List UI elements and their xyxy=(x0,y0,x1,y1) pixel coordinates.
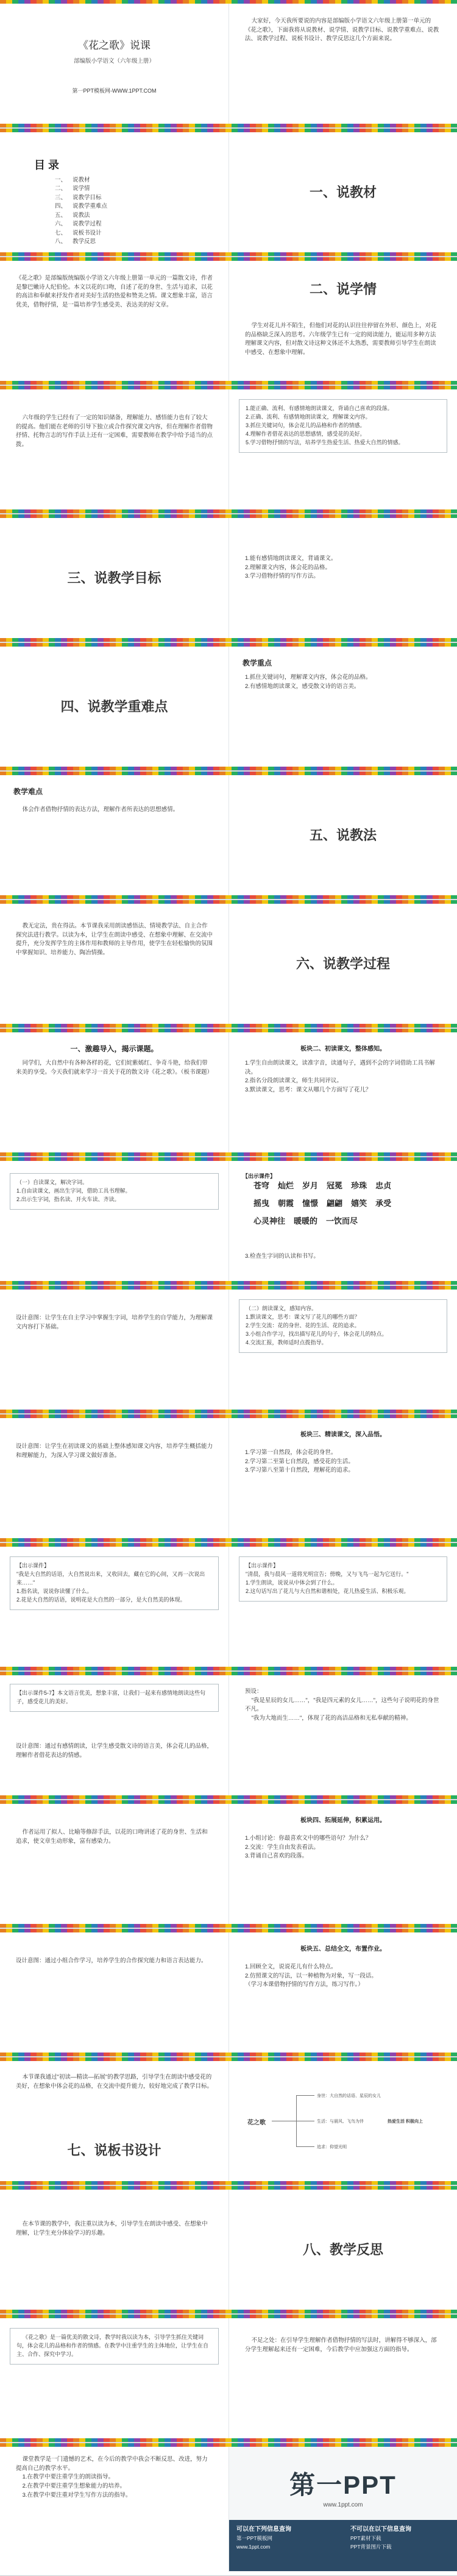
toc-panel xyxy=(0,132,228,252)
body-text: 课堂教学是一门遗憾的艺术，在今后的教学中我会不断反思、改进，努力提高自己的教学水平。 1.在教学中要注重学生的朗读指导。 2.在教学中要注重学生想象能力的培养。 3.在教学中要注重对学生写作方法的指导。 xyxy=(16,2456,208,2499)
slide-5 xyxy=(0,514,457,642)
section-title: 六、说教学过程 xyxy=(296,957,390,972)
sub-heading: 板块二、初读课文，整体感知。 xyxy=(300,1046,386,1052)
slide-10-left xyxy=(0,1161,228,1281)
site-logo[interactable]: 第一PPT xyxy=(289,2471,397,2499)
slide-4-left xyxy=(0,389,228,509)
slide-11 xyxy=(0,1286,457,1414)
toc-item-label: 说教学过程 xyxy=(73,221,102,228)
site-logo-sub[interactable]: www.1ppt.com xyxy=(323,2502,363,2508)
section-title: 四、说教学重难点 xyxy=(60,700,168,715)
sub-heading: 板块四、拓展延伸，积累运用。 xyxy=(300,1817,386,1824)
word-item: 冠冕 xyxy=(327,1181,343,1190)
slide-10-right xyxy=(228,1161,457,1281)
section-title: 八、教学反思 xyxy=(302,2243,383,2258)
toc-item-label: 教学反思 xyxy=(73,238,96,246)
slide-13-right xyxy=(228,1547,457,1667)
task-frame: （二）朗读课文，感知内容。 1.默读课文，思考：课文写了花儿的哪些方面？ 2.学生交流：花的身世、花的生活、花的追求。 3.小组合作学习，找出描写花儿的句子，体会花儿的特点。 4.交流汇报，教师适时点拨指导。 xyxy=(239,1299,447,1353)
toc-item-label: 说教学重难点 xyxy=(73,203,108,210)
body-text: 1.学生自由朗读课文，读准字音，读通句子，遇到不会的字词借助工具书解决。 2.指名分段朗读课文，师生共同评议。 3.默读课文，思考：课文从哪几个方面写了花儿？ xyxy=(245,1060,435,1094)
body-text: 作者运用了拟人、比喻等修辞手法，以花的口吻讲述了花的身世、生活和追求，使文章生动形象，富有感染力。 xyxy=(16,1829,208,1845)
board-item: 生活：与晨风、飞鸟为伴 xyxy=(317,2120,364,2124)
toc-item[interactable] xyxy=(55,211,107,220)
sub-heading: 板块三、精读课文，深入品悟。 xyxy=(300,1432,386,1438)
intro-text: 大家好，今天我所要说的内容是部编版小学语文六年级上册第一单元的《花之歌》，下面我将从说教材、说学情、说教学目标、说教学重难点、说教法、说教学过程、说板书设计、教学反思这几个方面来说。 xyxy=(245,18,439,43)
word-item: 心灵神往 xyxy=(253,1216,286,1226)
slide-18 xyxy=(0,2186,457,2314)
board-item: 身世：大自然的话语、星辰的女儿 xyxy=(317,2094,381,2098)
toc-item-number: 六、 xyxy=(55,221,67,228)
slide-6-left xyxy=(0,647,228,767)
slide-9-right xyxy=(228,1032,457,1152)
board-line xyxy=(296,2146,314,2147)
cover-left xyxy=(0,4,228,124)
body-text: 体会作者借物抒情的表达方法，理解作者所表达的思想感情。 xyxy=(16,806,179,813)
cover-site[interactable]: 第一PPT模板网-WWW.1PPT.COM xyxy=(72,88,157,94)
footer-col-title: 不可以在以下信息查询 xyxy=(350,2526,411,2533)
body-text: 1.回顾全文，说说花儿有什么特点。 2.仿照课文的写法，以一种植物为对象，写一段话。 （学习本课借物抒情的写作方法，练习写作。） xyxy=(245,1964,377,1989)
slide-4-right xyxy=(228,389,457,509)
word-item: 摇曳 xyxy=(253,1199,270,1208)
words-row xyxy=(253,1197,391,1208)
slide-16 xyxy=(0,1929,457,2057)
slide-9-left xyxy=(0,1032,228,1152)
slide-20 xyxy=(0,2443,457,2576)
words-table xyxy=(253,1179,391,1232)
body-text: 在本节课的教学中，我注重以读为本，引导学生在朗读中感受、在想象中理解，让学生充分体验学习的乐趣。 xyxy=(16,2221,208,2237)
footer-bar xyxy=(229,2520,457,2571)
slide-12-left xyxy=(0,1418,228,1538)
board-item: 追求：仰望光明 xyxy=(317,2145,347,2149)
body-text: 1.抓住关键词句，理解课文内容，体会花的品格。 2.有感情地朗读课文，感受散文诗的语言美。 xyxy=(245,674,372,690)
toc-item-number: 五、 xyxy=(55,211,67,219)
board-line xyxy=(296,2095,314,2096)
slide-15 xyxy=(0,1800,457,1928)
slide-15-left xyxy=(0,1804,228,1924)
toc-item-label: 说教法 xyxy=(73,211,90,219)
toc-item-label: 说板书设计 xyxy=(73,229,102,236)
slide-toc xyxy=(0,129,457,257)
toc-item-label: 说教学目标 xyxy=(73,194,102,201)
slide-18-right xyxy=(228,2190,457,2310)
sub-heading: 教学重点 xyxy=(243,659,272,667)
word-item: 憧憬 xyxy=(302,1199,319,1208)
body-text: 学生对花儿并不陌生，但他们对花的认识往往停留在外形、颜色上，对花的品格缺乏深入的思考。六年级学生已有一定的阅读能力，能运用多种方法理解课文内容，但对散文诗这种文体还不太熟悉，需要教师引导学生在朗读中感受、在想象中理解。 xyxy=(245,322,437,357)
slide-9 xyxy=(0,1029,457,1157)
footer-col-title: 可以在下列信息查询 xyxy=(236,2526,291,2533)
slide-17-right xyxy=(228,2061,457,2181)
slide-19-right xyxy=(228,2318,457,2438)
slide-15-right xyxy=(228,1804,457,1924)
word-item: 翩翩 xyxy=(327,1199,343,1208)
goal-frame: 1.能正确、流利、有感情地朗读课文，背诵自己喜欢的段落。 2.正确、流利、有感情地朗读课文，理解课文内容。 3.抓住关键词句，体会花儿的品格和作者的情感。 4.理解作者借花表达的思想感情，感受花的美好。 5.学习借物抒情的写法，培养学生热爱生活、热爱大自然的情感。 xyxy=(239,399,447,453)
cover-subtitle: 部编版小学语文（六年级上册） xyxy=(73,58,155,65)
slide-12-right xyxy=(228,1418,457,1538)
word-item: 承受 xyxy=(375,1199,392,1208)
body-text: 六年级的学生已经有了一定的知识储备，理解能力、感悟能力也有了较大的提高。他们能在老师的引导下独立或合作探究课文内容，但在理解作者借物抒情、托物言志的写作手法上还有一定困难，需要教师在教学中给予适当的点拨。 xyxy=(16,414,213,449)
section-title: 三、说教学目标 xyxy=(67,571,161,586)
slide-16-left xyxy=(0,1932,228,2053)
cover-title: 《花之歌》说课 xyxy=(78,40,151,51)
body-text: 1.能有感情地朗读课文，背诵课文。 2.理解课文内容，体会花的品格。 3.学习借物抒情的写作方法。 xyxy=(245,555,337,580)
footer-col xyxy=(343,2520,457,2571)
slide-11-left xyxy=(0,1290,228,1410)
footer-line[interactable]: PPT素材下载 xyxy=(350,2535,381,2541)
slide-18-left xyxy=(0,2190,228,2310)
body-text: 设计意图：让学生在自主学习中掌握生字词，培养学生的自学能力，为理解课文内容打下基础。 xyxy=(16,1315,213,1330)
sub-heading: 教学难点 xyxy=(13,787,43,796)
word-item: 珍珠 xyxy=(351,1181,367,1190)
slide-5-left xyxy=(0,518,228,638)
toc-title: 目 录 xyxy=(34,159,60,171)
body-text: 同学们，大自然中有各种各样的花，它们姹紫嫣红、争奇斗艳，给我们带来美的享受。今天我们就来学习一首关于花的散文诗《花之歌》。（板书课题） xyxy=(16,1060,213,1076)
toc-item[interactable] xyxy=(55,176,107,185)
slide-4 xyxy=(0,386,457,514)
toc-item-number: 七、 xyxy=(55,229,67,236)
body-text: 教无定法，贵在得法。本节课我采用朗读感悟法、情境教学法、自主合作探究法进行教学。以读为本，让学生在朗读中感受、在想象中理解、在交流中提升，充分发挥学生的主体作用和教师的主导作用，使学生在轻松愉快的氛围中掌握知识、培养能力、陶冶情操。 xyxy=(16,923,213,957)
board-center: 热爱生活 积极向上 xyxy=(388,2120,423,2124)
toc-item[interactable] xyxy=(55,202,107,211)
body-text: 1.小组讨论：你最喜欢文中的哪些语句？为什么？ 2.交流：学生自由发表看法。 3.背诵自己喜欢的段落。 xyxy=(245,1835,372,1860)
slide-cover xyxy=(0,0,457,128)
slide-7 xyxy=(0,772,457,899)
words-note: 3.检查生字词的认读和书写。 xyxy=(245,1253,319,1260)
slide-19 xyxy=(0,2315,457,2443)
slide-7-left xyxy=(0,775,228,895)
slide-13 xyxy=(0,1543,457,1671)
body-text: 设计意图：让学生在初读课文的基础上整体感知课文内容，培养学生概括能力和理解能力，为深入学习课文做好准备。 xyxy=(16,1443,213,1459)
toc-item[interactable] xyxy=(55,185,107,193)
body-text: 不足之处：在引导学生理解作者借物抒情的写法时，讲解得不够深入，部分学生理解起来还有一定困难，今后教学中应加强这方面的指导。 xyxy=(245,2337,437,2353)
board-title: 花之歌 xyxy=(247,2120,266,2126)
body-text: 1.学习第一自然段，体会花的身世。 2.学习第二至第七自然段，感受花的生活。 3.学习第八至第十自然段，理解花的追求。 xyxy=(245,1449,354,1474)
toc-item-number: 二、 xyxy=(55,185,67,193)
slide-14-left xyxy=(0,1675,228,1795)
footer-line[interactable]: PPT背景图片下载 xyxy=(350,2543,392,2550)
quote-frame: 【出示课件5-7】本文语言优美，想象丰富，让我们一起来有感情地朗读这些句子，感受花儿的美好。 xyxy=(10,1684,219,1712)
slide-7-right xyxy=(228,775,457,895)
word-item: 一饮而尽 xyxy=(326,1216,358,1226)
slide-20-left xyxy=(0,2447,228,2572)
body-text: 《花之歌》是部编版统编版小学语文六年级上册第一单元的一篇散文诗，作者是黎巴嫩诗人纪伯伦。本文以花的口吻，自述了花的身世、生活与追求，以花的高洁和奉献来抒发作者对美好生活的热爱和赞美之情。课文想象丰富，语言优美，借物抒情，是一篇培养学生感受美、表达美的好文章。 xyxy=(16,275,213,309)
slide-17-left xyxy=(0,2061,228,2181)
word-item: 苍穹 xyxy=(253,1181,270,1190)
quote-frame: 【出示课件】 "我是大自然的话语，大自然说出来，又收回去，藏在它的心间，又再一次说出来……" 1.指名读，说说你读懂了什么。 2.花是大自然的话语，说明花是大自然的一部分，是大自然美的体现。 xyxy=(10,1556,219,1610)
body-text: 本节课我通过"初读—精读—拓展"的教学思路，引导学生在朗读中感受花的美好，在想象中体会花的品格，在交流中提升能力，较好地完成了教学目标。 xyxy=(16,2074,213,2090)
slide-8 xyxy=(0,900,457,1028)
footer-line[interactable]: 第一PPT模板网 xyxy=(236,2535,273,2541)
slide-3-right xyxy=(228,261,457,381)
word-item: 朝霞 xyxy=(278,1199,294,1208)
slide-10 xyxy=(0,1157,457,1285)
slide-17 xyxy=(0,2057,457,2185)
slide-8-right xyxy=(228,904,457,1024)
word-item: 岁月 xyxy=(302,1181,319,1190)
section-1 xyxy=(228,132,457,252)
toc-item-label: 说学情 xyxy=(73,185,90,193)
section-title: 五、说教法 xyxy=(309,828,377,843)
slide-6 xyxy=(0,643,457,771)
toc-item[interactable] xyxy=(55,220,107,229)
toc-item-number: 一、 xyxy=(55,177,67,183)
section-title: 二、说学情 xyxy=(309,282,377,297)
slide-6-right xyxy=(228,647,457,767)
body-text: 设计意图：通过有感情朗读，让学生感受散文诗的语言美，体会花儿的品格，理解作者借花表达的情感。 xyxy=(16,1743,213,1759)
words-row xyxy=(253,1179,391,1191)
toc-item-number: 八、 xyxy=(55,238,67,246)
section-title: 一、说教材 xyxy=(309,185,377,200)
toc-item[interactable] xyxy=(55,194,107,202)
section-title: 七、说板书设计 xyxy=(67,2143,161,2159)
board-diagram xyxy=(247,2071,436,2174)
sub-heading: 一、激趣导入，揭示课题。 xyxy=(70,1045,158,1053)
body-text: 预设： "我是星辰的女儿……"，"我是四元素的女儿……"，这些句子说明花的身世不凡。 "我为大地而生……"，体现了花的高洁品格和无私奉献的精神。 xyxy=(245,1688,439,1722)
slide-19-left xyxy=(0,2318,228,2438)
slide-11-right xyxy=(228,1290,457,1410)
slide-20-right xyxy=(228,2447,457,2572)
slide-16-right xyxy=(228,1932,457,2053)
quote-frame: 【出示课件】 "清晨，我与晨风一道将光明宣告；傍晚，又与飞鸟一起为它送行。" 1.学生朗读，说说从中体会到了什么。 2.这句话写出了花儿与大自然和谐相处，花儿热爱生活、积极乐观。 xyxy=(239,1556,447,1602)
toc-item[interactable] xyxy=(55,229,107,238)
sub-heading: 板块五、总结全文，布置作业。 xyxy=(300,1946,386,1953)
word-item: 嬉笑 xyxy=(351,1199,367,1208)
word-item: 暖暖的 xyxy=(294,1216,318,1226)
slide-8-left xyxy=(0,904,228,1024)
slide-12 xyxy=(0,1414,457,1542)
slide-5-right xyxy=(228,518,457,638)
text-frame: 《花之歌》是一篇优美的散文诗，教学时我以读为本，引导学生抓住关键词句，体会花儿的品格和作者的情感。在教学中注重学生的主体地位，让学生在自主、合作、探究中学习。 xyxy=(10,2328,219,2365)
slide-3 xyxy=(0,257,457,385)
words-row xyxy=(253,1215,391,1226)
toc-item[interactable] xyxy=(55,238,107,246)
body-text: 设计意图：通过小组合作学习，培养学生的合作探究能力和语言表达能力。 xyxy=(16,1957,207,1964)
slide-14-right xyxy=(228,1675,457,1795)
word-item: 忠贞 xyxy=(375,1181,392,1190)
toc-item-label: 说教材 xyxy=(73,177,90,183)
task-frame: （一）自读课文，解决字词。 1.自由读课文，画出生字词，借助工具书理解。 2.出示生字词，指名读、开火车读、齐读。 xyxy=(10,1173,219,1210)
toc-list xyxy=(55,176,107,247)
slide-13-left xyxy=(0,1547,228,1667)
slide-14 xyxy=(0,1672,457,1800)
footer-line[interactable]: www.1ppt.com xyxy=(236,2543,271,2550)
slide-3-left xyxy=(0,261,228,381)
toc-item-number: 四、 xyxy=(55,203,67,210)
intro-panel xyxy=(228,4,457,124)
toc-item-number: 三、 xyxy=(55,194,67,201)
word-item: 灿烂 xyxy=(278,1181,294,1190)
words-title: 【出示课件】 xyxy=(243,1173,276,1179)
footer-col xyxy=(229,2520,343,2571)
